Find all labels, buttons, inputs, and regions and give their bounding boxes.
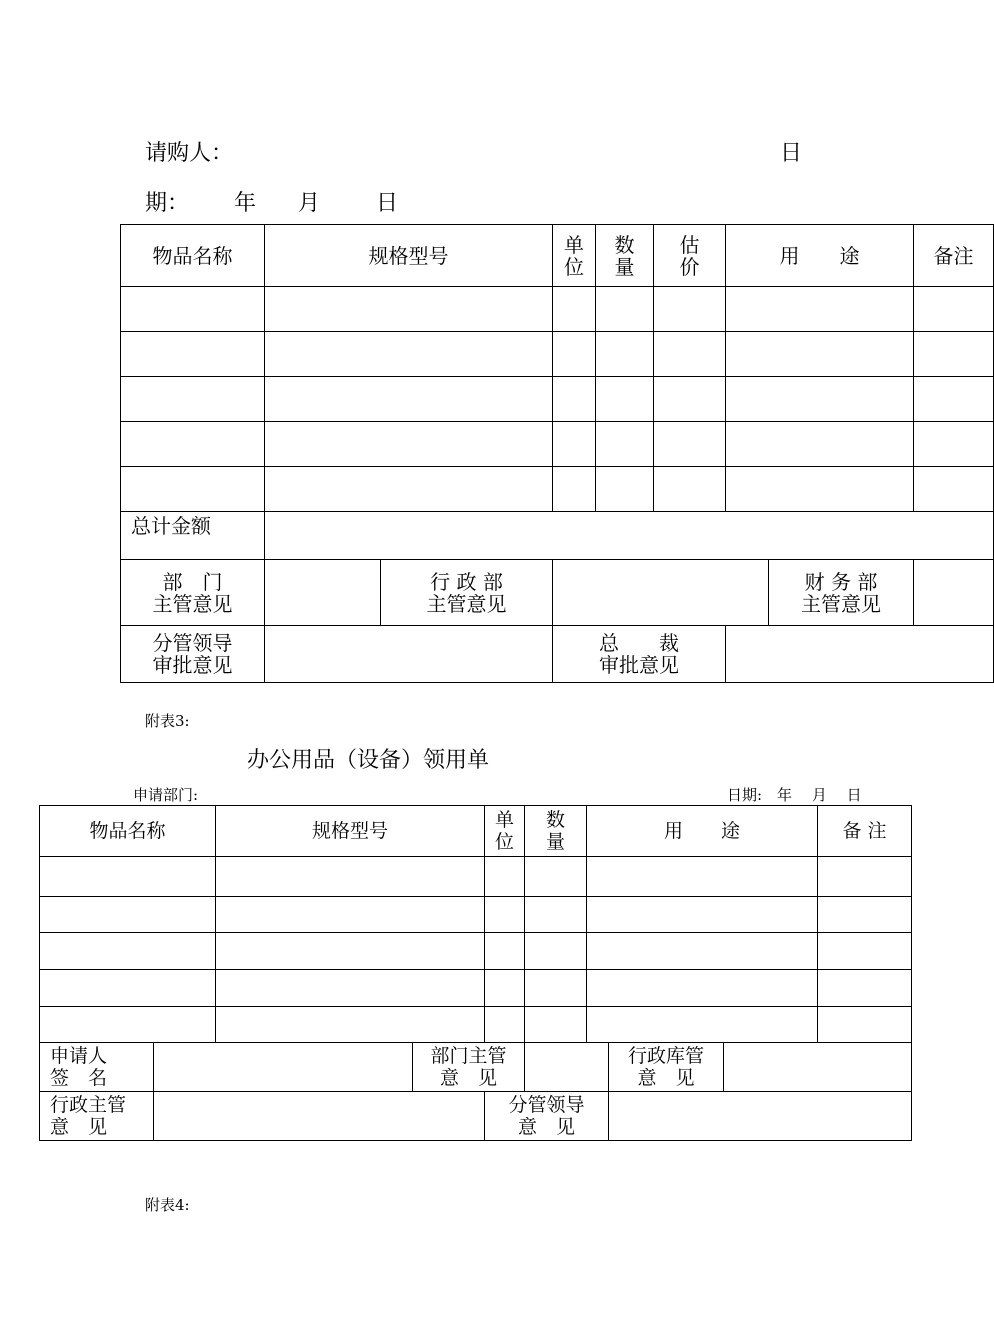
applicant-sign-value [154, 1043, 413, 1092]
month-label: 月 [298, 191, 321, 216]
form-title: 办公用品（设备）领用单 [247, 748, 490, 773]
header-row-2 [40, 806, 912, 857]
admin-opinion-label [381, 560, 553, 626]
total-row [121, 512, 994, 560]
col-qty-l1: 数 [614, 232, 635, 257]
finance-opinion-value [914, 560, 994, 626]
requester-label: 请购人： [145, 141, 234, 166]
purchase-request-table [120, 224, 994, 683]
col-item-name: 物品名称 [121, 225, 265, 287]
header-row [121, 225, 994, 287]
col2-spec-model: 规格型号 [216, 806, 485, 857]
admin-store-l2: 意 见 [637, 1067, 695, 1089]
col-price [654, 225, 726, 287]
col-price-l1: 估 [679, 232, 700, 257]
applicant-l1: 申请人 [50, 1045, 108, 1067]
day-label-right: 日 [780, 141, 803, 166]
table-row [121, 287, 994, 332]
total-label: 总计金额 [121, 512, 265, 560]
sign-row-2 [40, 1092, 912, 1141]
col-price-l2: 价 [679, 254, 700, 279]
leader2-l1: 分管领导 [508, 1094, 585, 1116]
col2-unit-l2: 位 [495, 831, 515, 853]
form-date-label: 日期: 年 月 日 [727, 786, 862, 804]
col-unit-l2: 位 [564, 254, 584, 279]
apply-dept-label: 申请部门: [133, 786, 199, 804]
col-usage: 用 途 [726, 225, 914, 287]
leader-opinion-label [485, 1092, 609, 1141]
table-row [40, 897, 912, 933]
admin-manager-l1: 行政主管 [50, 1094, 127, 1116]
col2-qty [525, 806, 587, 857]
leader-opinion-value [609, 1092, 912, 1141]
col2-usage: 用 途 [587, 806, 818, 857]
dept-opinion-label [121, 560, 265, 626]
table-row [40, 857, 912, 897]
finance-opinion-label [769, 560, 914, 626]
applicant-sign-label [40, 1043, 154, 1092]
president-approval-label [553, 626, 726, 683]
leader-approval-value [265, 626, 553, 683]
leader-approval-label [121, 626, 265, 683]
col-remark: 备注 [914, 225, 994, 287]
requisition-table [39, 805, 912, 1141]
table-row [121, 377, 994, 422]
president-l1: 总 裁 [599, 631, 679, 655]
day-label: 日 [376, 191, 399, 216]
col-unit [553, 225, 596, 287]
president-approval-value [726, 626, 994, 683]
col2-qty-l1: 数 [546, 809, 566, 831]
table-row [121, 422, 994, 467]
dept-manager-opinion-label [413, 1043, 525, 1092]
col2-unit-l1: 单 [495, 809, 515, 831]
col-qty-l2: 量 [614, 254, 635, 279]
dept-manager-opinion-value [525, 1043, 609, 1092]
col-unit-l1: 单 [564, 232, 584, 257]
finance-l1: 财 务 部 [804, 569, 878, 594]
admin-manager-opinion-label [40, 1092, 154, 1141]
col2-remark: 备 注 [818, 806, 912, 857]
admin-manager-l2: 意 见 [50, 1116, 108, 1138]
table-row [121, 332, 994, 377]
dept-opinion-value [265, 560, 381, 626]
dept-l2: 主管意见 [152, 591, 233, 616]
opinion-row-1 [121, 560, 994, 626]
table-row [121, 467, 994, 512]
table-row [40, 933, 912, 970]
date-prefix: 期： [145, 191, 190, 216]
dept-manager-l1: 部门主管 [430, 1045, 507, 1067]
admin-store-l1: 行政库管 [628, 1045, 705, 1067]
appendix-3-label: 附表3: [145, 712, 190, 730]
applicant-l2: 签 名 [50, 1067, 108, 1089]
table-row [40, 1007, 912, 1043]
finance-l2: 主管意见 [801, 591, 881, 616]
leader-l1: 分管领导 [152, 631, 233, 655]
col2-unit [485, 806, 525, 857]
admin-l2: 主管意见 [426, 591, 507, 616]
admin-manager-opinion-value [154, 1092, 485, 1141]
leader-l2: 审批意见 [152, 653, 233, 677]
admin-store-opinion-label [609, 1043, 724, 1092]
opinion-row-2 [121, 626, 994, 683]
appendix-4-label: 附表4: [145, 1196, 190, 1214]
president-l2: 审批意见 [599, 653, 679, 677]
col-spec-model: 规格型号 [265, 225, 553, 287]
dept-manager-l2: 意 见 [440, 1067, 498, 1089]
admin-l1: 行 政 部 [430, 569, 503, 594]
total-value [265, 512, 994, 560]
col-qty [596, 225, 654, 287]
year-label: 年 [234, 191, 257, 216]
dept-l1: 部 门 [162, 569, 223, 594]
col2-item-name: 物品名称 [40, 806, 216, 857]
table-row [40, 970, 912, 1007]
col2-qty-l2: 量 [546, 831, 566, 853]
sign-row-1 [40, 1043, 912, 1092]
leader2-l2: 意 见 [518, 1116, 576, 1138]
admin-store-opinion-value [724, 1043, 912, 1092]
admin-opinion-value [553, 560, 769, 626]
